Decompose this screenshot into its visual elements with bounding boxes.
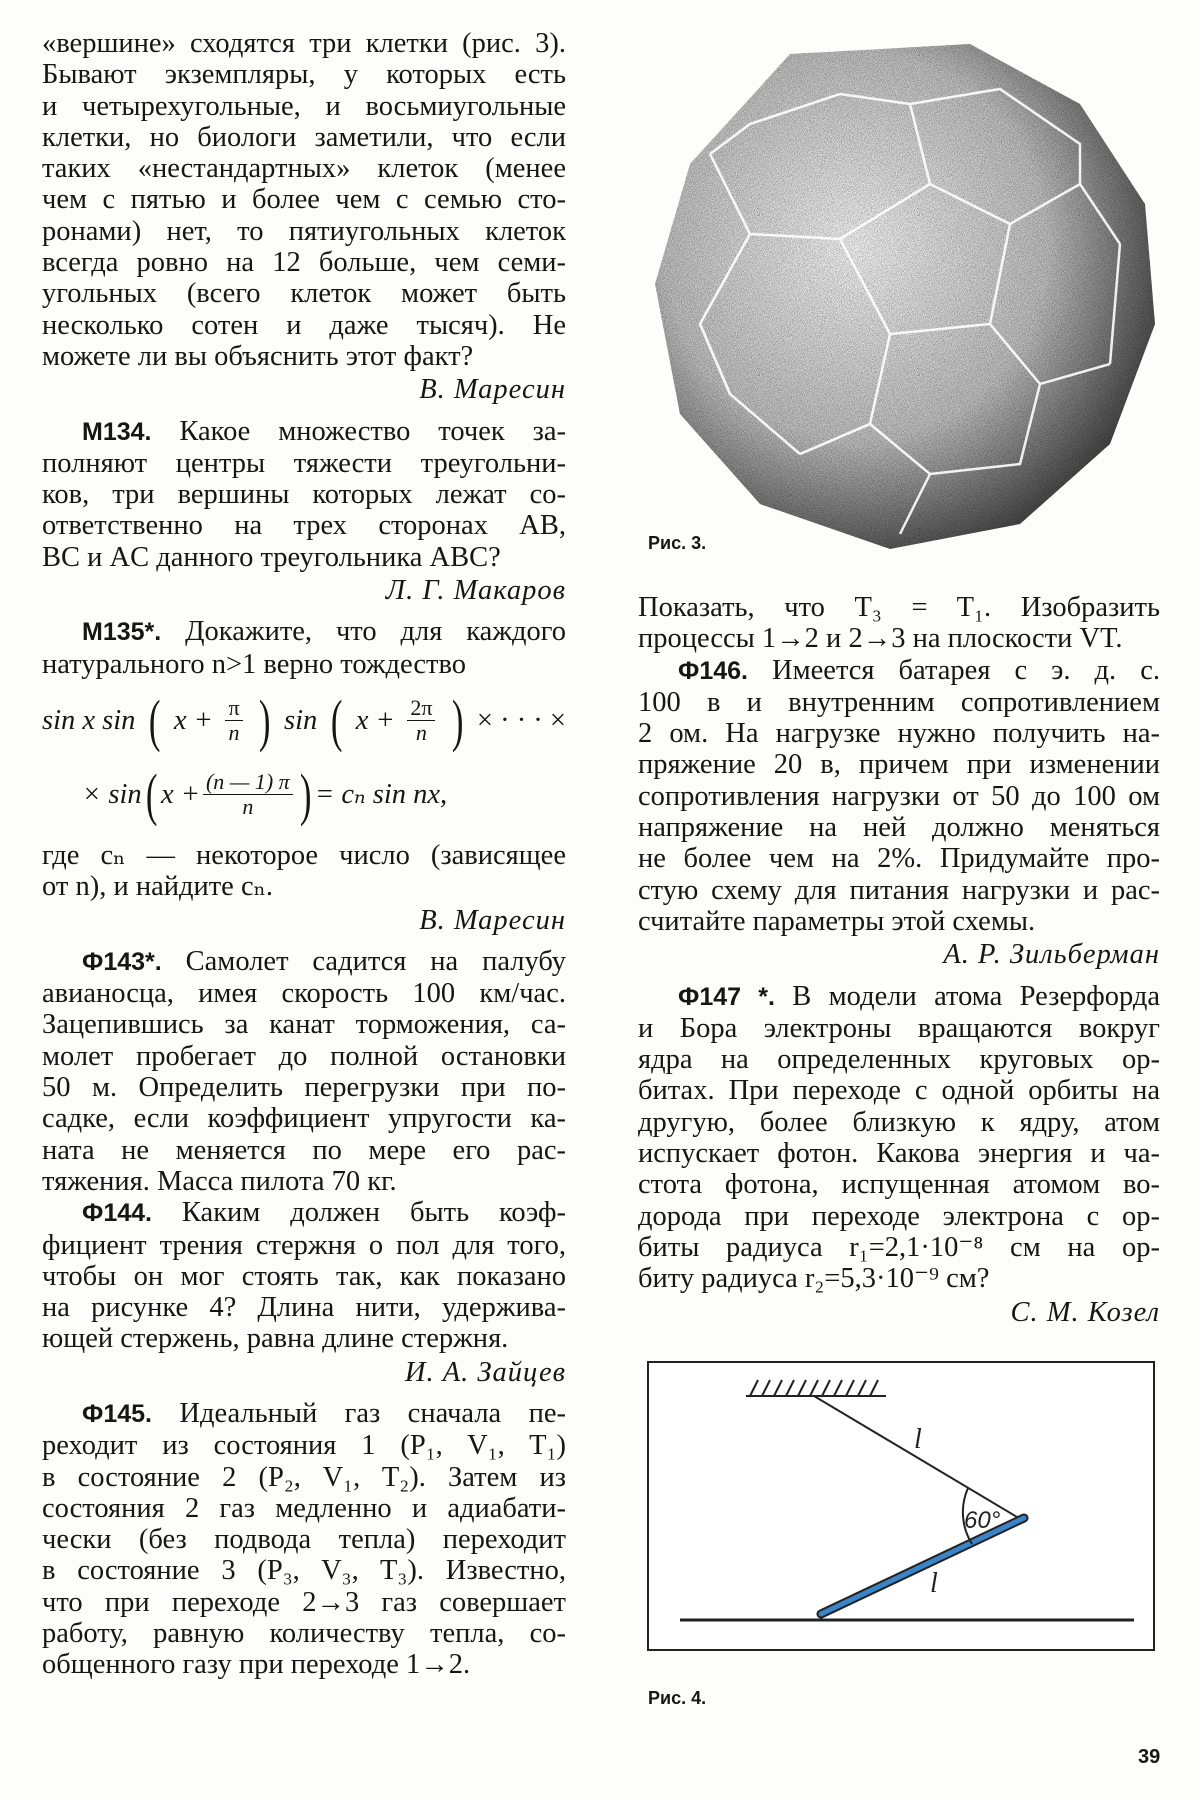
text-line: и Бора электроны вращаются вокруг bbox=[638, 1012, 1160, 1044]
author-kozel: С. М. Козел bbox=[1010, 1296, 1160, 1328]
text-line: испускает фотон. Какова энергия и ча- bbox=[638, 1138, 1160, 1170]
text-line: напряжение на ней должно меняться bbox=[638, 812, 1160, 844]
text-line: стую схему для питания нагрузки и рас- bbox=[638, 874, 1160, 906]
figure-3-caption: Рис. 3. bbox=[648, 533, 707, 553]
formula-pi: π bbox=[225, 696, 242, 721]
identity-formula: sin x sin ( x + $\frac{\pi}{n}$ ) sin ( x + $\frac{2\pi}{n}$ ) × · · · × × sin ( x + $\frac{(n — 1) \pi}{n}$ ) = cₙ sin nx, bbox=[42, 687, 566, 827]
formula-n-3: n bbox=[242, 794, 254, 820]
text-line: Зацепившись за канат торможения, са- bbox=[42, 1009, 566, 1041]
text-line: 100 в и внутренним сопротивлением bbox=[638, 686, 1160, 718]
text-line: Ф145. Идеальный газ сначала пе- bbox=[82, 1397, 566, 1429]
text-line: дорода при переходе электрона с ор- bbox=[638, 1200, 1160, 1232]
page-number: 39 bbox=[1138, 1746, 1161, 1768]
problem-label: Ф147 *. bbox=[678, 982, 775, 1011]
text-line: не более чем на 2%. Придумайте про- bbox=[638, 843, 1160, 875]
angle-label: 60° bbox=[964, 1507, 1001, 1534]
text-line: клетки, но биологи заметили, что если bbox=[42, 121, 566, 153]
text-line: и четырехугольные, и восьмиугольные bbox=[42, 90, 566, 122]
problem-f147 bbox=[638, 981, 1160, 1295]
problem-m135-after bbox=[42, 840, 566, 903]
text-line: садке, если коэффициент упругости ка- bbox=[42, 1103, 566, 1135]
formula-sinx: sin x sin bbox=[42, 705, 136, 737]
author-zaitsev: И. А. Зайцев bbox=[404, 1356, 566, 1388]
problem-label: Ф143*. bbox=[82, 947, 162, 976]
formula-n-minus-1-pi: (n — 1) π bbox=[203, 770, 293, 795]
text-line: несколько сотен и даже тысяч). Не bbox=[42, 309, 566, 341]
text-line: Ф144. Каким должен быть коэф- bbox=[82, 1197, 566, 1229]
text-line: Ф143*. Самолет садится на палубу bbox=[82, 945, 566, 977]
formula-x-plus-3: x + bbox=[160, 779, 200, 811]
polyhedron-body bbox=[655, 44, 1155, 549]
text-line: ядра на определенных круговых ор- bbox=[638, 1044, 1160, 1076]
problem-f143 bbox=[42, 946, 566, 1197]
text-line: всегда ровно на 12 больше, чем семи- bbox=[42, 247, 566, 279]
text-line: 50 м. Определить перегрузки при по- bbox=[42, 1072, 566, 1104]
thread-length-label: l bbox=[914, 1424, 922, 1455]
figure-3-polyhedron bbox=[640, 34, 1168, 554]
text-line: ронами) нет, то пятиугольных клеток bbox=[42, 215, 566, 247]
text-line: Показать, что T₃ = T₁. Изобразить bbox=[638, 592, 1160, 623]
text-line: Бывают экземпляры, у которых есть bbox=[42, 59, 566, 91]
text-line: в состояние 3 (P₃, V₃, T₃). Известно, bbox=[42, 1555, 566, 1587]
text-line: BC и AC данного треугольника ABC? bbox=[42, 541, 501, 573]
text-line: пряжение 20 в, причем при изменении bbox=[638, 749, 1160, 781]
text-line: полняют центры тяжести треугольни- bbox=[42, 447, 566, 479]
text-line: ната не меняется по мере его рас- bbox=[42, 1134, 566, 1166]
problem-label: Ф144. bbox=[82, 1199, 152, 1228]
text-line: чтобы он мог стоять так, как показано bbox=[42, 1260, 566, 1292]
text-line: М135*. Докажите, что для каждого bbox=[82, 616, 566, 648]
problem-m135 bbox=[42, 616, 566, 680]
left-column bbox=[42, 28, 566, 1681]
text-line: другую, более близкую к ядру, атом bbox=[638, 1106, 1160, 1138]
text-line: можете ли вы объяснить этот факт? bbox=[42, 340, 474, 372]
text-line: сопротивления нагрузки от 50 до 100 ом bbox=[638, 780, 1160, 812]
text-line: считайте параметры этой схемы. bbox=[638, 905, 1036, 937]
author-maresin-1: В. Маресин bbox=[419, 374, 566, 406]
text-line: «вершине» сходятся три клетки (рис. 3). bbox=[42, 28, 566, 59]
text-line: реходит из состояния 1 (P₁, V₁, T₁) bbox=[42, 1430, 566, 1462]
text-line: работу, равную количеству тепла, со- bbox=[42, 1618, 566, 1650]
formula-2pi: 2π bbox=[407, 696, 435, 721]
text-line: в состояние 2 (P₂, V₁, T₂). Затем из bbox=[42, 1461, 566, 1493]
text-line: авианосца, имея скорость 100 км/час. bbox=[42, 978, 566, 1010]
problem-label: М135*. bbox=[82, 618, 162, 647]
formula-x-plus-2: x + bbox=[355, 705, 395, 737]
text-line: общенного газу при переходе 1→2. bbox=[42, 1649, 471, 1681]
problem-label: Ф145. bbox=[82, 1399, 152, 1428]
paragraph-cells bbox=[42, 28, 566, 372]
text-line: М134. Какое множество точек за- bbox=[82, 415, 566, 447]
text-line: натурального n>1 верно тождество bbox=[42, 648, 467, 680]
formula-n-2: n bbox=[415, 720, 427, 746]
text-line: Ф147 *. В модели атома Резерфорда bbox=[678, 980, 1160, 1012]
problem-label: Ф146. bbox=[678, 656, 748, 685]
figure-4-frame bbox=[648, 1362, 1154, 1650]
figure-4-caption: Рис. 4. bbox=[648, 1688, 707, 1708]
text-line: от n), и найдите cₙ. bbox=[42, 871, 274, 903]
text-line: фициент трения стержня о пол для того, bbox=[42, 1229, 566, 1261]
text-line: битах. При переходе с одной орбиты на bbox=[638, 1075, 1160, 1107]
formula-n: n bbox=[228, 720, 240, 746]
text-line: угольных (всего клеток может быть bbox=[42, 278, 566, 310]
problem-f146 bbox=[638, 655, 1160, 938]
text-line: чески (без подвода тепла) переходит bbox=[42, 1524, 566, 1556]
problem-m134 bbox=[42, 416, 566, 573]
text-line: ответственно на трех сторонах AB, bbox=[42, 510, 566, 542]
formula-sin2: sin bbox=[284, 705, 318, 737]
formula-times-dots: × · · · × bbox=[476, 705, 566, 737]
text-line: ющей стержень, равна длине стержня. bbox=[42, 1323, 509, 1355]
text-line: молет пробегает до полной остановки bbox=[42, 1040, 566, 1072]
rod-length-label: l bbox=[930, 1568, 938, 1599]
problem-f145 bbox=[42, 1398, 566, 1681]
text-line: чем с пятью и более чем с семью сто- bbox=[42, 184, 566, 216]
text-line: что при переходе 2→3 газ совершает bbox=[42, 1586, 566, 1618]
text-line: процессы 1→2 и 2→3 на плоскости VT. bbox=[638, 623, 1123, 655]
formula-rhs: = cₙ sin nx, bbox=[315, 779, 448, 811]
text-line: Ф146. Имеется батарея с э. д. с. bbox=[678, 654, 1160, 686]
author-makarov: Л. Г. Макаров bbox=[385, 575, 566, 607]
author-zilberman: А. Р. Зильберман bbox=[943, 939, 1160, 971]
text-line: где cₙ — некоторое число (зависящее bbox=[42, 839, 566, 871]
problem-label: М134. bbox=[82, 417, 152, 446]
figure-4-rod-diagram bbox=[646, 1360, 1156, 1652]
text-line: биту радиуса r₂=5,3·10⁻⁹ см? bbox=[638, 1263, 990, 1295]
text-line: ков, три вершины которых лежат со- bbox=[42, 479, 566, 511]
problem-f144 bbox=[42, 1197, 566, 1354]
text-line: стота фотона, испущенная атомом во- bbox=[638, 1169, 1160, 1201]
formula-times-sin: × sin bbox=[82, 779, 142, 811]
text-line: на рисунке 4? Длина нити, удержива- bbox=[42, 1292, 566, 1324]
text-line: состояния 2 газ медленно и адиабати- bbox=[42, 1492, 566, 1524]
problem-f145-continued bbox=[638, 592, 1160, 655]
formula-x-plus: x + bbox=[173, 705, 213, 737]
right-column bbox=[638, 592, 1160, 1338]
text-line: тяжения. Масса пилота 70 кг. bbox=[42, 1165, 397, 1197]
text-line: 2 ом. На нагрузке нужно получить на- bbox=[638, 718, 1160, 750]
text-line: биты радиуса r₁=2,1·10⁻⁸ см на ор- bbox=[638, 1231, 1160, 1263]
text-line: таких «нестандартных» клеток (менее bbox=[42, 153, 566, 185]
author-maresin-2: В. Маресин bbox=[419, 904, 566, 936]
